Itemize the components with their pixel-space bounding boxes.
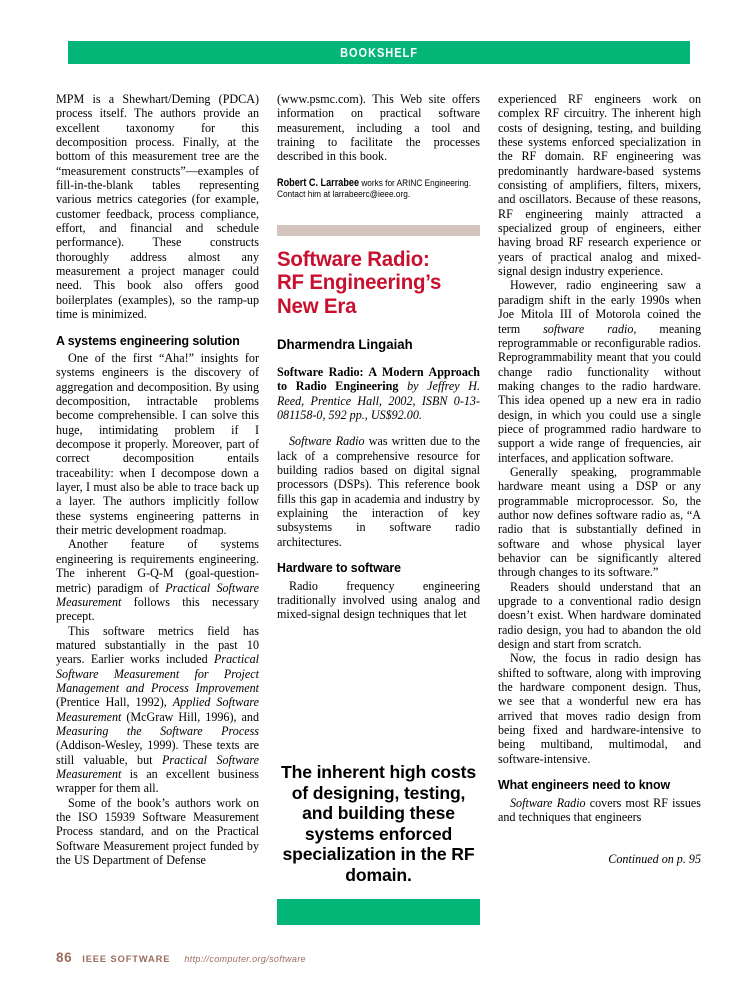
article-title-line-3: New Era [277, 293, 357, 318]
running-head-bar [68, 41, 690, 64]
c1-p4-text-b: (Prentice Hall, 1992), [56, 695, 173, 710]
c2-paragraph-1: (www.psmc.com). This Web site offers information on practical software measurement, including a tool and training to facilitate the processes described in this book. [277, 92, 480, 164]
c1-p4-text-c: (McGraw Hill, 1996), and [121, 709, 259, 724]
c1-p4-book-title-2: Applied Software Measurement [56, 695, 259, 724]
c1-p4-book-title-3: Measuring the Software Process [56, 723, 259, 738]
c3-paragraph-1: experienced RF engineers work on complex RF circuitry. The inherent high costs of designing, testing, and building these systems enforced specialization in the RF domain. RF engineering was predominantly hardware-based systems consisting of amplifiers, filters, mixers, and oscillators. Because of these reasons, RF engineering mainly attracted a specialized group of engineers, either having broad RF research experience or years of practical analog and mixed-signal design industry experience. [498, 92, 701, 279]
c1-p4-text-a: This software metrics field has matured substantially in the past 10 years. Earlier works included [56, 623, 259, 667]
book-citation-title: Software Radio: A Modern Approach to Radio Engineering [277, 365, 480, 394]
article-title-block [277, 225, 480, 423]
article-byline: Dharmendra Lingaiah [277, 337, 413, 354]
c1-p4-book-title-4: Practical Software Measurement [56, 752, 260, 781]
c1-paragraph-1: MPM is a Shewhart/Deming (PDCA) process itself. The authors provide an excellent taxonomy for this decomposition process. Finally, at the bottom of this measurement tree are the “measurement constructs”—examples of fill-in-the-blank tables representing various metrics categories (for example, customer feedback, process compliance, effort, and financial and schedule performance). These constructs thoroughly address almost any measurement a project manager could need. This book also offers good boilerplates (examples), so the ramp-up time is minimized. [56, 92, 259, 322]
c3-paragraph-5: Now, the focus in radio design has shifted to software, along with improving the hardware component design. Thus, we see that a wonderful new era has arrived that moves radio design from being fixed and hardware-intensive to being multiband, multimodal, and software-intensive. [498, 651, 701, 766]
tan-rule-bar [277, 225, 480, 236]
footer-page-number: 86 [56, 950, 73, 965]
c1-paragraph-4 [56, 624, 259, 796]
page-footer [56, 950, 306, 965]
c2-p2-book-title: Software Radio [289, 434, 365, 449]
continued-notice: Continued on p. 95 [608, 852, 701, 867]
article-title-line-1: Software Radio: [277, 246, 430, 271]
c3-paragraph-6 [498, 796, 701, 825]
c3-p6-book-title: Software Radio [510, 795, 586, 810]
c3-p2-term-software-radio: software radio [543, 321, 634, 336]
c1-p4-book-title-1: Practical Software Measurement for Project Management and Process Improvement [56, 652, 259, 695]
c3-p6-text: covers most RF issues and techniques that engineers [498, 795, 701, 824]
c1-p3-book-title: Practical Software Measurement [56, 580, 259, 609]
c2-paragraph-3: Radio frequency engineering traditionally involved using analog and mixed-signal design techniques that let [277, 578, 480, 622]
book-citation [277, 365, 480, 422]
contributor-bio [277, 178, 483, 201]
c1-p3-text-a: Another feature of systems engineering is requirements engineering. The inherent G-Q-M (goal-question-metric) paradigm of [56, 537, 259, 595]
c3-paragraph-2 [498, 278, 701, 464]
footer-url[interactable]: http://computer.org/software [184, 954, 306, 964]
pull-quote-block [277, 762, 480, 925]
article-title-line-2: RF Engineering’s [277, 270, 442, 295]
c3-p2-text-a: However, radio engineering saw a paradigm shift in the early 1990s when Joe Mitola III of Motorola coined the term [498, 278, 701, 336]
c1-paragraph-5: Some of the book’s authors work on the ISO 15939 Software Measurement Process standard, and on the Practical Software Measurement project funded by the US Department of Defense [56, 795, 259, 868]
c1-paragraph-2: One of the first “Aha!” insights for systems engineers is the discovery of aggregation and decomposition. By using decomposition, intractable problems become comprehensible. I can solve this huge, intimidating problem if I decompose it properly. Moreover, part of correct decomposition entails traceability: when I decompose down a layer, I must also be able to trace back up a layer. The authors implicitly follow these systems engineering patterns in their metric development roadmap. [56, 351, 259, 538]
pull-quote-green-bar [277, 899, 480, 925]
running-head-label: BOOKSHELF [340, 45, 418, 60]
c1-p4-text-d: (Addison-Wesley, 1999). These texts are still valuable, but [56, 738, 259, 767]
column-1 [56, 92, 259, 932]
c1-p4-text-e: is an excellent business wrapper for them all. [56, 766, 259, 796]
c2-heading-hardware-to-software: Hardware to software [277, 560, 401, 576]
c3-heading-what-engineers-need-to-know: What engineers need to know [498, 777, 671, 793]
column-3 [498, 92, 701, 932]
c1-p3-text-b: follows this necessary precept. [56, 594, 259, 624]
c2-p2-text: was written due to the lack of a comprehensive resource for building radios based on digital signal processors (DSPs). This reference book fills this gap in academia and industry by explaining the interaction of key subsystems in software radio architectures. [277, 434, 481, 549]
c3-paragraph-3: Generally speaking, programmable hardware meant using a DSP or any programmable microprocessor. So, the author now defines software radio as, “A radio that is substantially defined in software and whose physical layer behavior can be significantly altered through changes to its software.” [498, 464, 701, 580]
article-title [277, 248, 470, 319]
contributor-affiliation: works for ARINC Engineering. Contact him at larrabeerc@ieee.org. [277, 177, 471, 201]
c3-paragraph-4: Readers should understand that an upgrade to a conventional radio design doesn’t exist. When hardware dominated radio design, you had to abandon the old design and start from scratch. [498, 579, 701, 652]
pull-quote-text: The inherent high costs of designing, testing, and building these systems enforced specialization in the RF domain. [281, 762, 476, 885]
book-citation-details: by Jeffrey H. Reed, Prentice Hall, 2002, ISBN 0-13-081158-0, 592 pp., US$92.00. [277, 379, 480, 423]
c2-paragraph-2 [277, 434, 480, 549]
footer-magazine-name: IEEE SOFTWARE [82, 954, 171, 964]
contributor-name: Robert C. Larrabee [277, 176, 360, 189]
c1-paragraph-3 [56, 537, 259, 623]
c3-p2-text-b: , meaning reprogrammable or reconfigurable radios. Reprogrammability meant that you could change radio functionality without making changes to the radio hardware. This idea opened up a new era in radio design, in which you could use a single piece of programmed radio hardware to support a wide range of frequencies, air interfaces, and application software. [498, 321, 701, 465]
c1-heading-systems-engineering-solution: A systems engineering solution [56, 332, 240, 348]
